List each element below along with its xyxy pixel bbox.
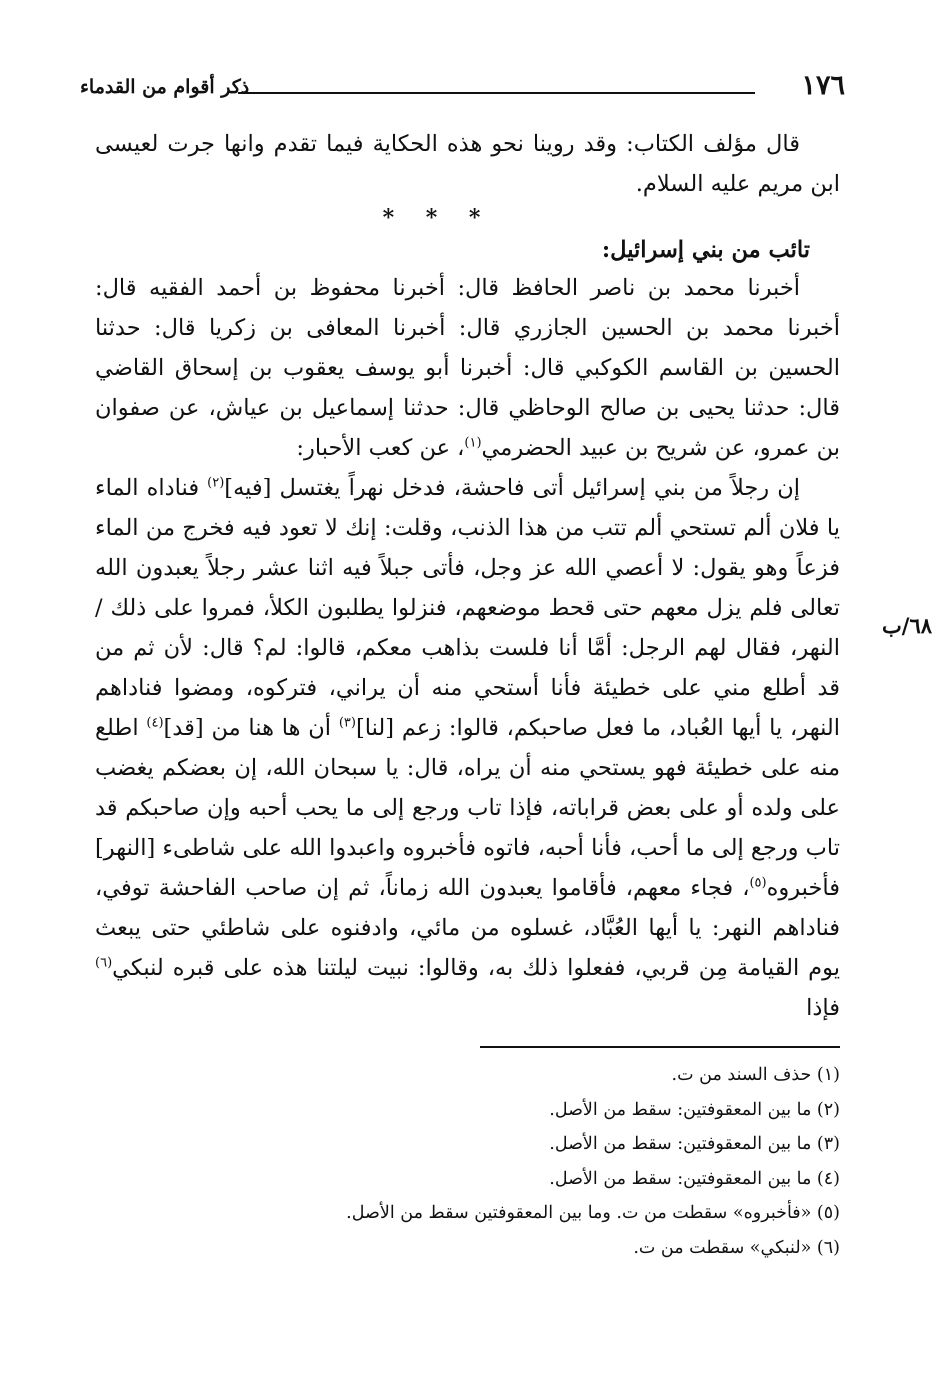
footnote-ref-5: (٥) (749, 875, 767, 891)
footnote-rule (480, 1046, 840, 1048)
page-header (80, 66, 845, 110)
footnote-5: (٥) «فأخبروه» سقطت من ت. وما بين المعقوفتين سقط من الأصل. (346, 1203, 840, 1223)
footnote-ref-1: (١) (464, 435, 482, 451)
section-heading: تائب من بني إسرائيل: (601, 237, 810, 263)
author-remark-paragraph: قال مؤلف الكتاب: وقد روينا نحو هذه الحكاية فيما تقدم وانها جرت لعيسى ابن مريم عليه السلام. (95, 131, 840, 197)
page-number: ١٧٦ (801, 70, 845, 101)
story-paragraph (95, 468, 840, 1028)
story-text-b: فناداه الماء يا فلان ألم تستحي ألم تتب من هذا الذنب، وقلت: إنك لا تعود فيه فخرج من الماء فزعاً وهو يقول: لا أعصي الله عز وجل، فأتى جبلاً فيه اثنا عشر رجلاً يعبدون الله تعالى فلم يزل معهم حتى قحط موضعهم، فنزلوا يطلبون الكلأ، فمروا على ذلك / النهر، فقال لهم الرجل: أمَّا أنا فلست بذاهب معكم، قالوا: لم؟ قال: لأن ثم من قد أطلع مني على خطيئة فأنا أستحي منه أن يراني، فتركوه، ومضوا فناداهم النهر، يا أيها العُباد، ما فعل صاحبكم، قالوا: زعم [لنا] (95, 475, 840, 741)
main-text (95, 124, 840, 1028)
running-title: ذكر أقوام من القدماء (80, 76, 250, 98)
isnad-paragraph (95, 268, 840, 468)
story-text-f: فإذا (806, 995, 840, 1021)
footnote-ref-6: (٦) (95, 955, 113, 971)
footnote-2: (٢) ما بين المعقوفتين: سقط من الأصل. (549, 1099, 840, 1120)
isnad-text-end: ، عن كعب الأحبار: (296, 435, 465, 461)
footnote-ref-2: (٢) (207, 475, 225, 491)
footnotes (120, 1058, 840, 1265)
footnote-3: (٣) ما بين المعقوفتين: سقط من الأصل. (549, 1134, 840, 1154)
footnote-4: (٤) ما بين المعقوفتين: سقط من الأصل. (549, 1168, 840, 1189)
footnote-ref-4: (٤) (146, 715, 164, 731)
story-text-c: أن ها هنا من [قد] (163, 715, 339, 741)
isnad-text: أخبرنا محمد بن ناصر الحافظ قال: أخبرنا محفوظ بن أحمد الفقيه قال: أخبرنا محمد بن الحسين الجازري قال: أخبرنا المعافى بن زكريا قال: حدثنا الحسين بن القاسم الكوكبي قال: أخبرنا أبو يوسف يعقوب بن إسحاق القاضي قال: حدثنا يحيى بن صالح الوحاظي قال: حدثنا إسماعيل بن عياش، عن صفوان بن عمرو، عن شريح بن عبيد الحضرمي (95, 275, 840, 461)
section-separator: * * * (382, 205, 493, 231)
footnote-6: (٦) «لنبكي» سقطت من ت. (633, 1237, 840, 1258)
story-text-a: إن رجلاً من بني إسرائيل أتى فاحشة، فدخل نهراً يغتسل [فيه] (224, 475, 800, 501)
footnote-ref-3: (٣) (338, 715, 356, 731)
footnote-1: (١) حذف السند من ت. (671, 1065, 840, 1085)
folio-margin-note: ٦٨/ب (881, 613, 932, 638)
story-text-e: ، فجاء معهم، فأقاموا يعبدون الله زماناً، ثم إن صاحب الفاحشة توفي، فناداهم النهر: يا أيها العُبَّاد، غسلوه من مائي، وادفنوه على شاطئي حتى يبعث يوم القيامة مِن قربي، ففعلوا ذلك به، وقالوا: نبيت ليلتنا هذه على قبره لنبكي (95, 875, 840, 981)
header-rule (238, 92, 755, 94)
story-text-d: اطلع منه على خطيئة فهو يستحي منه أن يراه، قال: يا سبحان الله، إن بعضكم يغضب على ولده أو على بعض قراباته، فإذا تاب ورجع إلى ما يحب أحبه وإن صاحبكم قد تاب ورجع إلى ما أحب، فأنا أحبه، فاتوه فأخبروه واعبدوا الله على شاطىء [النهر] فأخبروه (95, 715, 840, 901)
